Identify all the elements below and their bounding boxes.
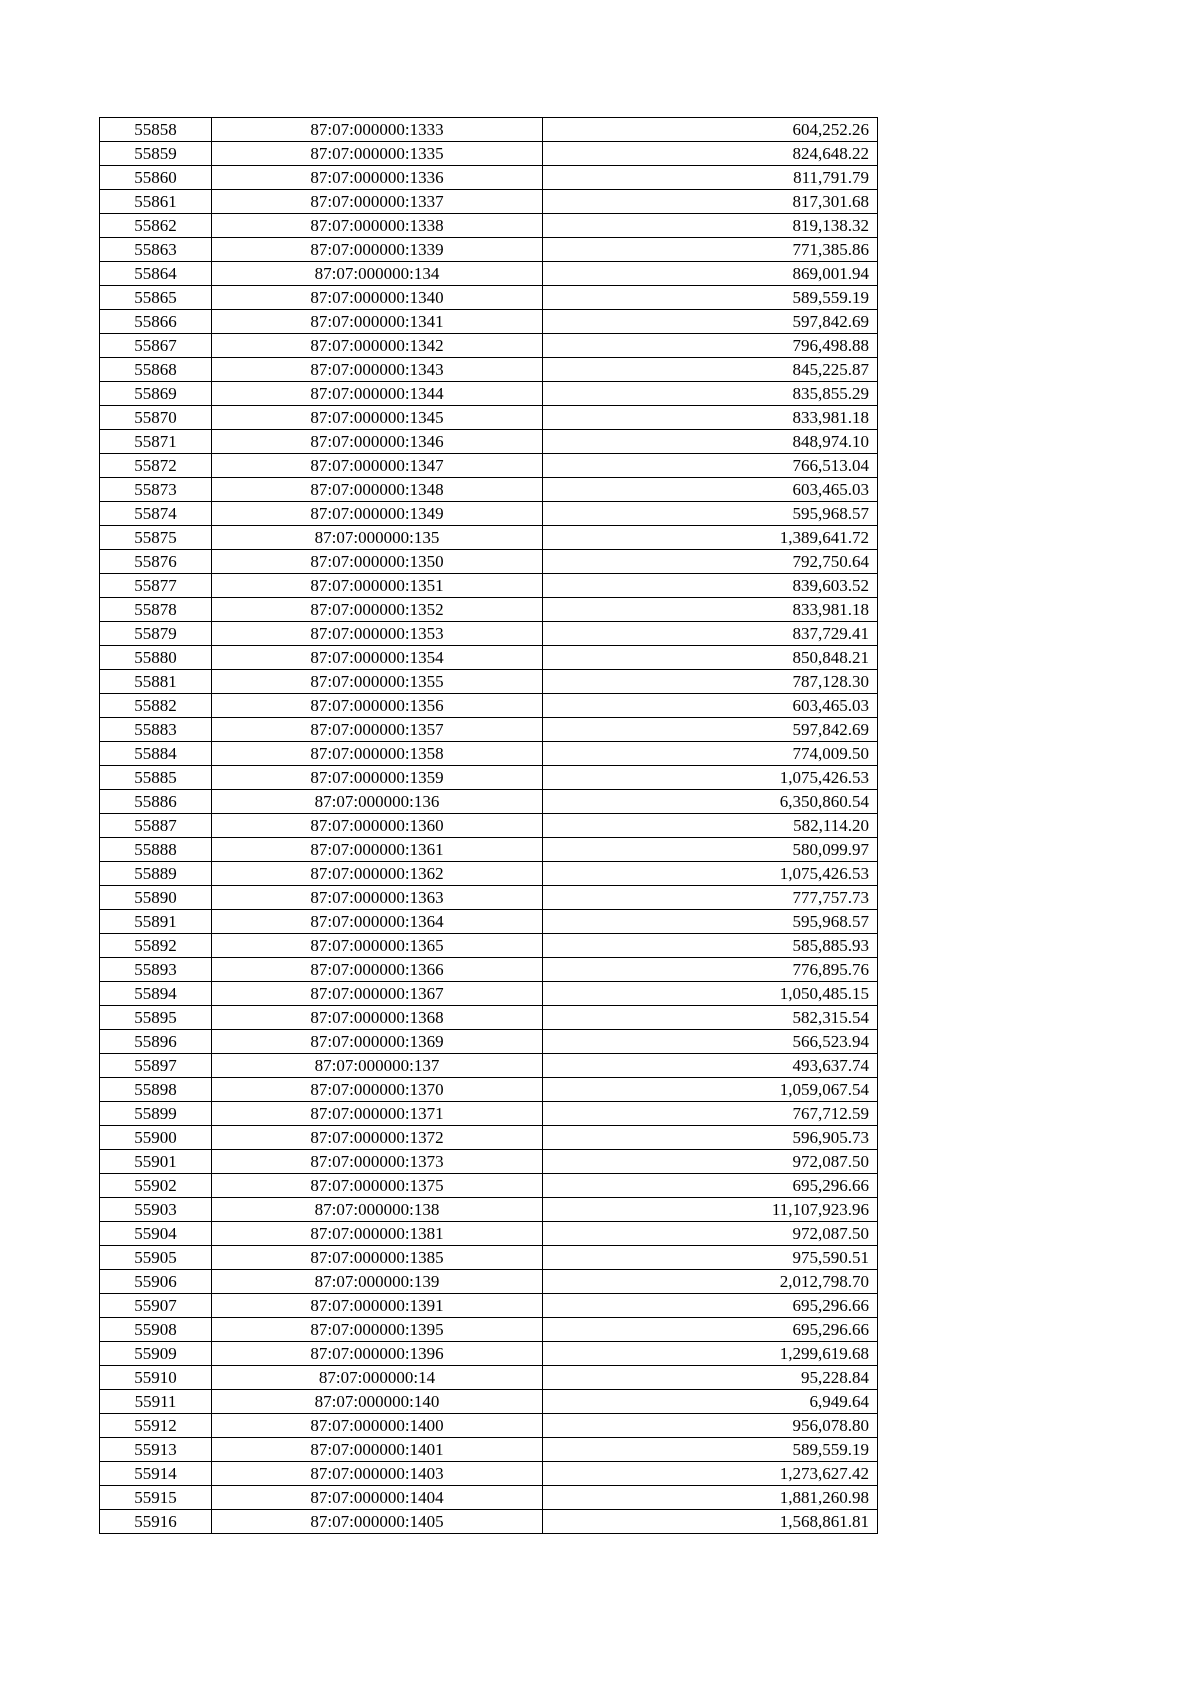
table-row	[100, 982, 878, 1006]
table-row	[100, 1390, 878, 1414]
table-row	[100, 310, 878, 334]
table-row	[100, 1366, 878, 1390]
table-row	[100, 1102, 878, 1126]
cadastral-number-cell: 87:07:000000:1343	[212, 358, 543, 382]
table-row	[100, 1150, 878, 1174]
table-row	[100, 1198, 878, 1222]
row-number-cell: 55862	[100, 214, 212, 238]
row-number-cell: 55879	[100, 622, 212, 646]
row-number-cell: 55869	[100, 382, 212, 406]
value-cell: 869,001.94	[543, 262, 878, 286]
table-row	[100, 1006, 878, 1030]
row-number-cell: 55870	[100, 406, 212, 430]
cadastral-number-cell: 87:07:000000:1349	[212, 502, 543, 526]
value-cell: 766,513.04	[543, 454, 878, 478]
cadastral-number-cell: 87:07:000000:134	[212, 262, 543, 286]
value-cell: 796,498.88	[543, 334, 878, 358]
row-number-cell: 55881	[100, 670, 212, 694]
table-body	[100, 118, 878, 1534]
table-row	[100, 166, 878, 190]
table-row	[100, 814, 878, 838]
cadastral-number-cell: 87:07:000000:138	[212, 1198, 543, 1222]
table-row	[100, 694, 878, 718]
row-number-cell: 55888	[100, 838, 212, 862]
row-number-cell: 55875	[100, 526, 212, 550]
table-row	[100, 1462, 878, 1486]
value-cell: 604,252.26	[543, 118, 878, 142]
row-number-cell: 55891	[100, 910, 212, 934]
value-cell: 595,968.57	[543, 910, 878, 934]
value-cell: 6,949.64	[543, 1390, 878, 1414]
row-number-cell: 55860	[100, 166, 212, 190]
value-cell: 839,603.52	[543, 574, 878, 598]
value-cell: 777,757.73	[543, 886, 878, 910]
table-row	[100, 526, 878, 550]
value-cell: 589,559.19	[543, 1438, 878, 1462]
row-number-cell: 55914	[100, 1462, 212, 1486]
value-cell: 493,637.74	[543, 1054, 878, 1078]
row-number-cell: 55884	[100, 742, 212, 766]
row-number-cell: 55873	[100, 478, 212, 502]
row-number-cell: 55902	[100, 1174, 212, 1198]
value-cell: 695,296.66	[543, 1174, 878, 1198]
value-cell: 833,981.18	[543, 406, 878, 430]
value-cell: 603,465.03	[543, 478, 878, 502]
row-number-cell: 55908	[100, 1318, 212, 1342]
table-row	[100, 1054, 878, 1078]
row-number-cell: 55877	[100, 574, 212, 598]
cadastral-number-cell: 87:07:000000:1404	[212, 1486, 543, 1510]
table-row	[100, 190, 878, 214]
table-row	[100, 1438, 878, 1462]
cadastral-number-cell: 87:07:000000:1367	[212, 982, 543, 1006]
table-row	[100, 1270, 878, 1294]
row-number-cell: 55890	[100, 886, 212, 910]
table-row	[100, 790, 878, 814]
cadastral-number-cell: 87:07:000000:1333	[212, 118, 543, 142]
row-number-cell: 55897	[100, 1054, 212, 1078]
value-cell: 585,885.93	[543, 934, 878, 958]
value-cell: 819,138.32	[543, 214, 878, 238]
cadastral-number-cell: 87:07:000000:1400	[212, 1414, 543, 1438]
row-number-cell: 55892	[100, 934, 212, 958]
value-cell: 771,385.86	[543, 238, 878, 262]
row-number-cell: 55880	[100, 646, 212, 670]
row-number-cell: 55871	[100, 430, 212, 454]
row-number-cell: 55861	[100, 190, 212, 214]
cadastral-number-cell: 87:07:000000:1361	[212, 838, 543, 862]
row-number-cell: 55886	[100, 790, 212, 814]
table-row	[100, 502, 878, 526]
table-row	[100, 742, 878, 766]
table-row	[100, 1126, 878, 1150]
cadastral-number-cell: 87:07:000000:1342	[212, 334, 543, 358]
value-cell: 975,590.51	[543, 1246, 878, 1270]
table-row	[100, 766, 878, 790]
value-cell: 811,791.79	[543, 166, 878, 190]
cadastral-number-cell: 87:07:000000:1373	[212, 1150, 543, 1174]
table-row	[100, 1078, 878, 1102]
cadastral-number-cell: 87:07:000000:1381	[212, 1222, 543, 1246]
row-number-cell: 55885	[100, 766, 212, 790]
table-row	[100, 1414, 878, 1438]
value-cell: 1,050,485.15	[543, 982, 878, 1006]
table-row	[100, 334, 878, 358]
row-number-cell: 55900	[100, 1126, 212, 1150]
table-row	[100, 1246, 878, 1270]
table-row	[100, 646, 878, 670]
table-row	[100, 142, 878, 166]
table-row	[100, 358, 878, 382]
value-cell: 833,981.18	[543, 598, 878, 622]
cadastral-number-cell: 87:07:000000:1372	[212, 1126, 543, 1150]
cadastral-number-cell: 87:07:000000:1358	[212, 742, 543, 766]
cadastral-number-cell: 87:07:000000:1375	[212, 1174, 543, 1198]
value-cell: 1,299,619.68	[543, 1342, 878, 1366]
table-row	[100, 430, 878, 454]
value-cell: 1,881,260.98	[543, 1486, 878, 1510]
cadastral-number-cell: 87:07:000000:1346	[212, 430, 543, 454]
cadastral-number-cell: 87:07:000000:1363	[212, 886, 543, 910]
row-number-cell: 55878	[100, 598, 212, 622]
value-cell: 837,729.41	[543, 622, 878, 646]
value-cell: 582,114.20	[543, 814, 878, 838]
table-row	[100, 382, 878, 406]
row-number-cell: 55899	[100, 1102, 212, 1126]
value-cell: 776,895.76	[543, 958, 878, 982]
row-number-cell: 55882	[100, 694, 212, 718]
table-row	[100, 838, 878, 862]
cadastral-number-cell: 87:07:000000:1369	[212, 1030, 543, 1054]
value-cell: 817,301.68	[543, 190, 878, 214]
table-row	[100, 670, 878, 694]
row-number-cell: 55910	[100, 1366, 212, 1390]
row-number-cell: 55866	[100, 310, 212, 334]
row-number-cell: 55905	[100, 1246, 212, 1270]
table-row	[100, 958, 878, 982]
row-number-cell: 55864	[100, 262, 212, 286]
row-number-cell: 55876	[100, 550, 212, 574]
cadastral-number-cell: 87:07:000000:1362	[212, 862, 543, 886]
value-cell: 95,228.84	[543, 1366, 878, 1390]
cadastral-number-cell: 87:07:000000:1370	[212, 1078, 543, 1102]
table-row	[100, 718, 878, 742]
row-number-cell: 55915	[100, 1486, 212, 1510]
cadastral-number-cell: 87:07:000000:1357	[212, 718, 543, 742]
value-cell: 580,099.97	[543, 838, 878, 862]
value-cell: 595,968.57	[543, 502, 878, 526]
row-number-cell: 55912	[100, 1414, 212, 1438]
value-cell: 597,842.69	[543, 310, 878, 334]
value-cell: 972,087.50	[543, 1222, 878, 1246]
cadastral-number-cell: 87:07:000000:1341	[212, 310, 543, 334]
cadastral-number-cell: 87:07:000000:1339	[212, 238, 543, 262]
cadastral-number-cell: 87:07:000000:1344	[212, 382, 543, 406]
value-cell: 845,225.87	[543, 358, 878, 382]
cadastral-number-cell: 87:07:000000:1353	[212, 622, 543, 646]
value-cell: 792,750.64	[543, 550, 878, 574]
cadastral-number-cell: 87:07:000000:1371	[212, 1102, 543, 1126]
value-cell: 787,128.30	[543, 670, 878, 694]
table-row	[100, 1030, 878, 1054]
cadastral-number-cell: 87:07:000000:137	[212, 1054, 543, 1078]
cadastral-number-cell: 87:07:000000:1350	[212, 550, 543, 574]
cadastral-number-cell: 87:07:000000:1348	[212, 478, 543, 502]
row-number-cell: 55916	[100, 1510, 212, 1534]
table-row	[100, 118, 878, 142]
row-number-cell: 55883	[100, 718, 212, 742]
cadastral-number-cell: 87:07:000000:1355	[212, 670, 543, 694]
table-row	[100, 598, 878, 622]
cadastral-number-cell: 87:07:000000:1391	[212, 1294, 543, 1318]
value-cell: 582,315.54	[543, 1006, 878, 1030]
row-number-cell: 55895	[100, 1006, 212, 1030]
row-number-cell: 55906	[100, 1270, 212, 1294]
table-row	[100, 286, 878, 310]
cadastral-number-cell: 87:07:000000:1347	[212, 454, 543, 478]
document-table-container	[99, 117, 878, 1534]
table-row	[100, 910, 878, 934]
table-row	[100, 262, 878, 286]
cadastral-number-cell: 87:07:000000:1403	[212, 1462, 543, 1486]
value-cell: 767,712.59	[543, 1102, 878, 1126]
row-number-cell: 55907	[100, 1294, 212, 1318]
table-row	[100, 1222, 878, 1246]
value-cell: 1,389,641.72	[543, 526, 878, 550]
row-number-cell: 55874	[100, 502, 212, 526]
cadastral-number-cell: 87:07:000000:1335	[212, 142, 543, 166]
row-number-cell: 55893	[100, 958, 212, 982]
row-number-cell: 55872	[100, 454, 212, 478]
value-cell: 597,842.69	[543, 718, 878, 742]
value-cell: 695,296.66	[543, 1294, 878, 1318]
row-number-cell: 55889	[100, 862, 212, 886]
cadastral-number-cell: 87:07:000000:135	[212, 526, 543, 550]
row-number-cell: 55896	[100, 1030, 212, 1054]
row-number-cell: 55904	[100, 1222, 212, 1246]
table-row	[100, 1486, 878, 1510]
row-number-cell: 55913	[100, 1438, 212, 1462]
cadastral-number-cell: 87:07:000000:136	[212, 790, 543, 814]
value-cell: 824,648.22	[543, 142, 878, 166]
row-number-cell: 55863	[100, 238, 212, 262]
table-row	[100, 1342, 878, 1366]
row-number-cell: 55865	[100, 286, 212, 310]
value-cell: 835,855.29	[543, 382, 878, 406]
cadastral-number-cell: 87:07:000000:14	[212, 1366, 543, 1390]
row-number-cell: 55858	[100, 118, 212, 142]
cadastral-number-cell: 87:07:000000:1337	[212, 190, 543, 214]
value-cell: 972,087.50	[543, 1150, 878, 1174]
cadastral-number-cell: 87:07:000000:1385	[212, 1246, 543, 1270]
value-cell: 566,523.94	[543, 1030, 878, 1054]
cadastral-number-cell: 87:07:000000:1340	[212, 286, 543, 310]
table-row	[100, 454, 878, 478]
cadastral-number-cell: 87:07:000000:140	[212, 1390, 543, 1414]
cadastral-number-cell: 87:07:000000:1401	[212, 1438, 543, 1462]
value-cell: 1,273,627.42	[543, 1462, 878, 1486]
value-cell: 850,848.21	[543, 646, 878, 670]
cadastral-number-cell: 87:07:000000:1365	[212, 934, 543, 958]
cadastral-number-cell: 87:07:000000:1405	[212, 1510, 543, 1534]
value-cell: 956,078.80	[543, 1414, 878, 1438]
row-number-cell: 55867	[100, 334, 212, 358]
row-number-cell: 55868	[100, 358, 212, 382]
value-cell: 1,568,861.81	[543, 1510, 878, 1534]
value-cell: 1,075,426.53	[543, 862, 878, 886]
table-row	[100, 1510, 878, 1534]
row-number-cell: 55911	[100, 1390, 212, 1414]
table-row	[100, 550, 878, 574]
table-row	[100, 1294, 878, 1318]
row-number-cell: 55859	[100, 142, 212, 166]
value-cell: 1,059,067.54	[543, 1078, 878, 1102]
table-row	[100, 214, 878, 238]
table-row	[100, 886, 878, 910]
cadastral-number-cell: 87:07:000000:1364	[212, 910, 543, 934]
table-row	[100, 1174, 878, 1198]
cadastral-number-cell: 87:07:000000:1356	[212, 694, 543, 718]
table-row	[100, 238, 878, 262]
row-number-cell: 55894	[100, 982, 212, 1006]
cadastral-number-cell: 87:07:000000:1359	[212, 766, 543, 790]
row-number-cell: 55903	[100, 1198, 212, 1222]
value-cell: 596,905.73	[543, 1126, 878, 1150]
table-row	[100, 574, 878, 598]
cadastral-value-table	[99, 117, 878, 1534]
cadastral-number-cell: 87:07:000000:139	[212, 1270, 543, 1294]
value-cell: 11,107,923.96	[543, 1198, 878, 1222]
cadastral-number-cell: 87:07:000000:1345	[212, 406, 543, 430]
row-number-cell: 55909	[100, 1342, 212, 1366]
row-number-cell: 55898	[100, 1078, 212, 1102]
cadastral-number-cell: 87:07:000000:1352	[212, 598, 543, 622]
value-cell: 1,075,426.53	[543, 766, 878, 790]
table-row	[100, 406, 878, 430]
value-cell: 848,974.10	[543, 430, 878, 454]
cadastral-number-cell: 87:07:000000:1368	[212, 1006, 543, 1030]
table-row	[100, 1318, 878, 1342]
cadastral-number-cell: 87:07:000000:1354	[212, 646, 543, 670]
cadastral-number-cell: 87:07:000000:1366	[212, 958, 543, 982]
value-cell: 774,009.50	[543, 742, 878, 766]
cadastral-number-cell: 87:07:000000:1396	[212, 1342, 543, 1366]
table-row	[100, 622, 878, 646]
cadastral-number-cell: 87:07:000000:1395	[212, 1318, 543, 1342]
value-cell: 603,465.03	[543, 694, 878, 718]
cadastral-number-cell: 87:07:000000:1360	[212, 814, 543, 838]
table-row	[100, 478, 878, 502]
value-cell: 2,012,798.70	[543, 1270, 878, 1294]
cadastral-number-cell: 87:07:000000:1338	[212, 214, 543, 238]
table-row	[100, 934, 878, 958]
row-number-cell: 55901	[100, 1150, 212, 1174]
cadastral-number-cell: 87:07:000000:1336	[212, 166, 543, 190]
value-cell: 589,559.19	[543, 286, 878, 310]
cadastral-number-cell: 87:07:000000:1351	[212, 574, 543, 598]
value-cell: 6,350,860.54	[543, 790, 878, 814]
table-row	[100, 862, 878, 886]
row-number-cell: 55887	[100, 814, 212, 838]
value-cell: 695,296.66	[543, 1318, 878, 1342]
